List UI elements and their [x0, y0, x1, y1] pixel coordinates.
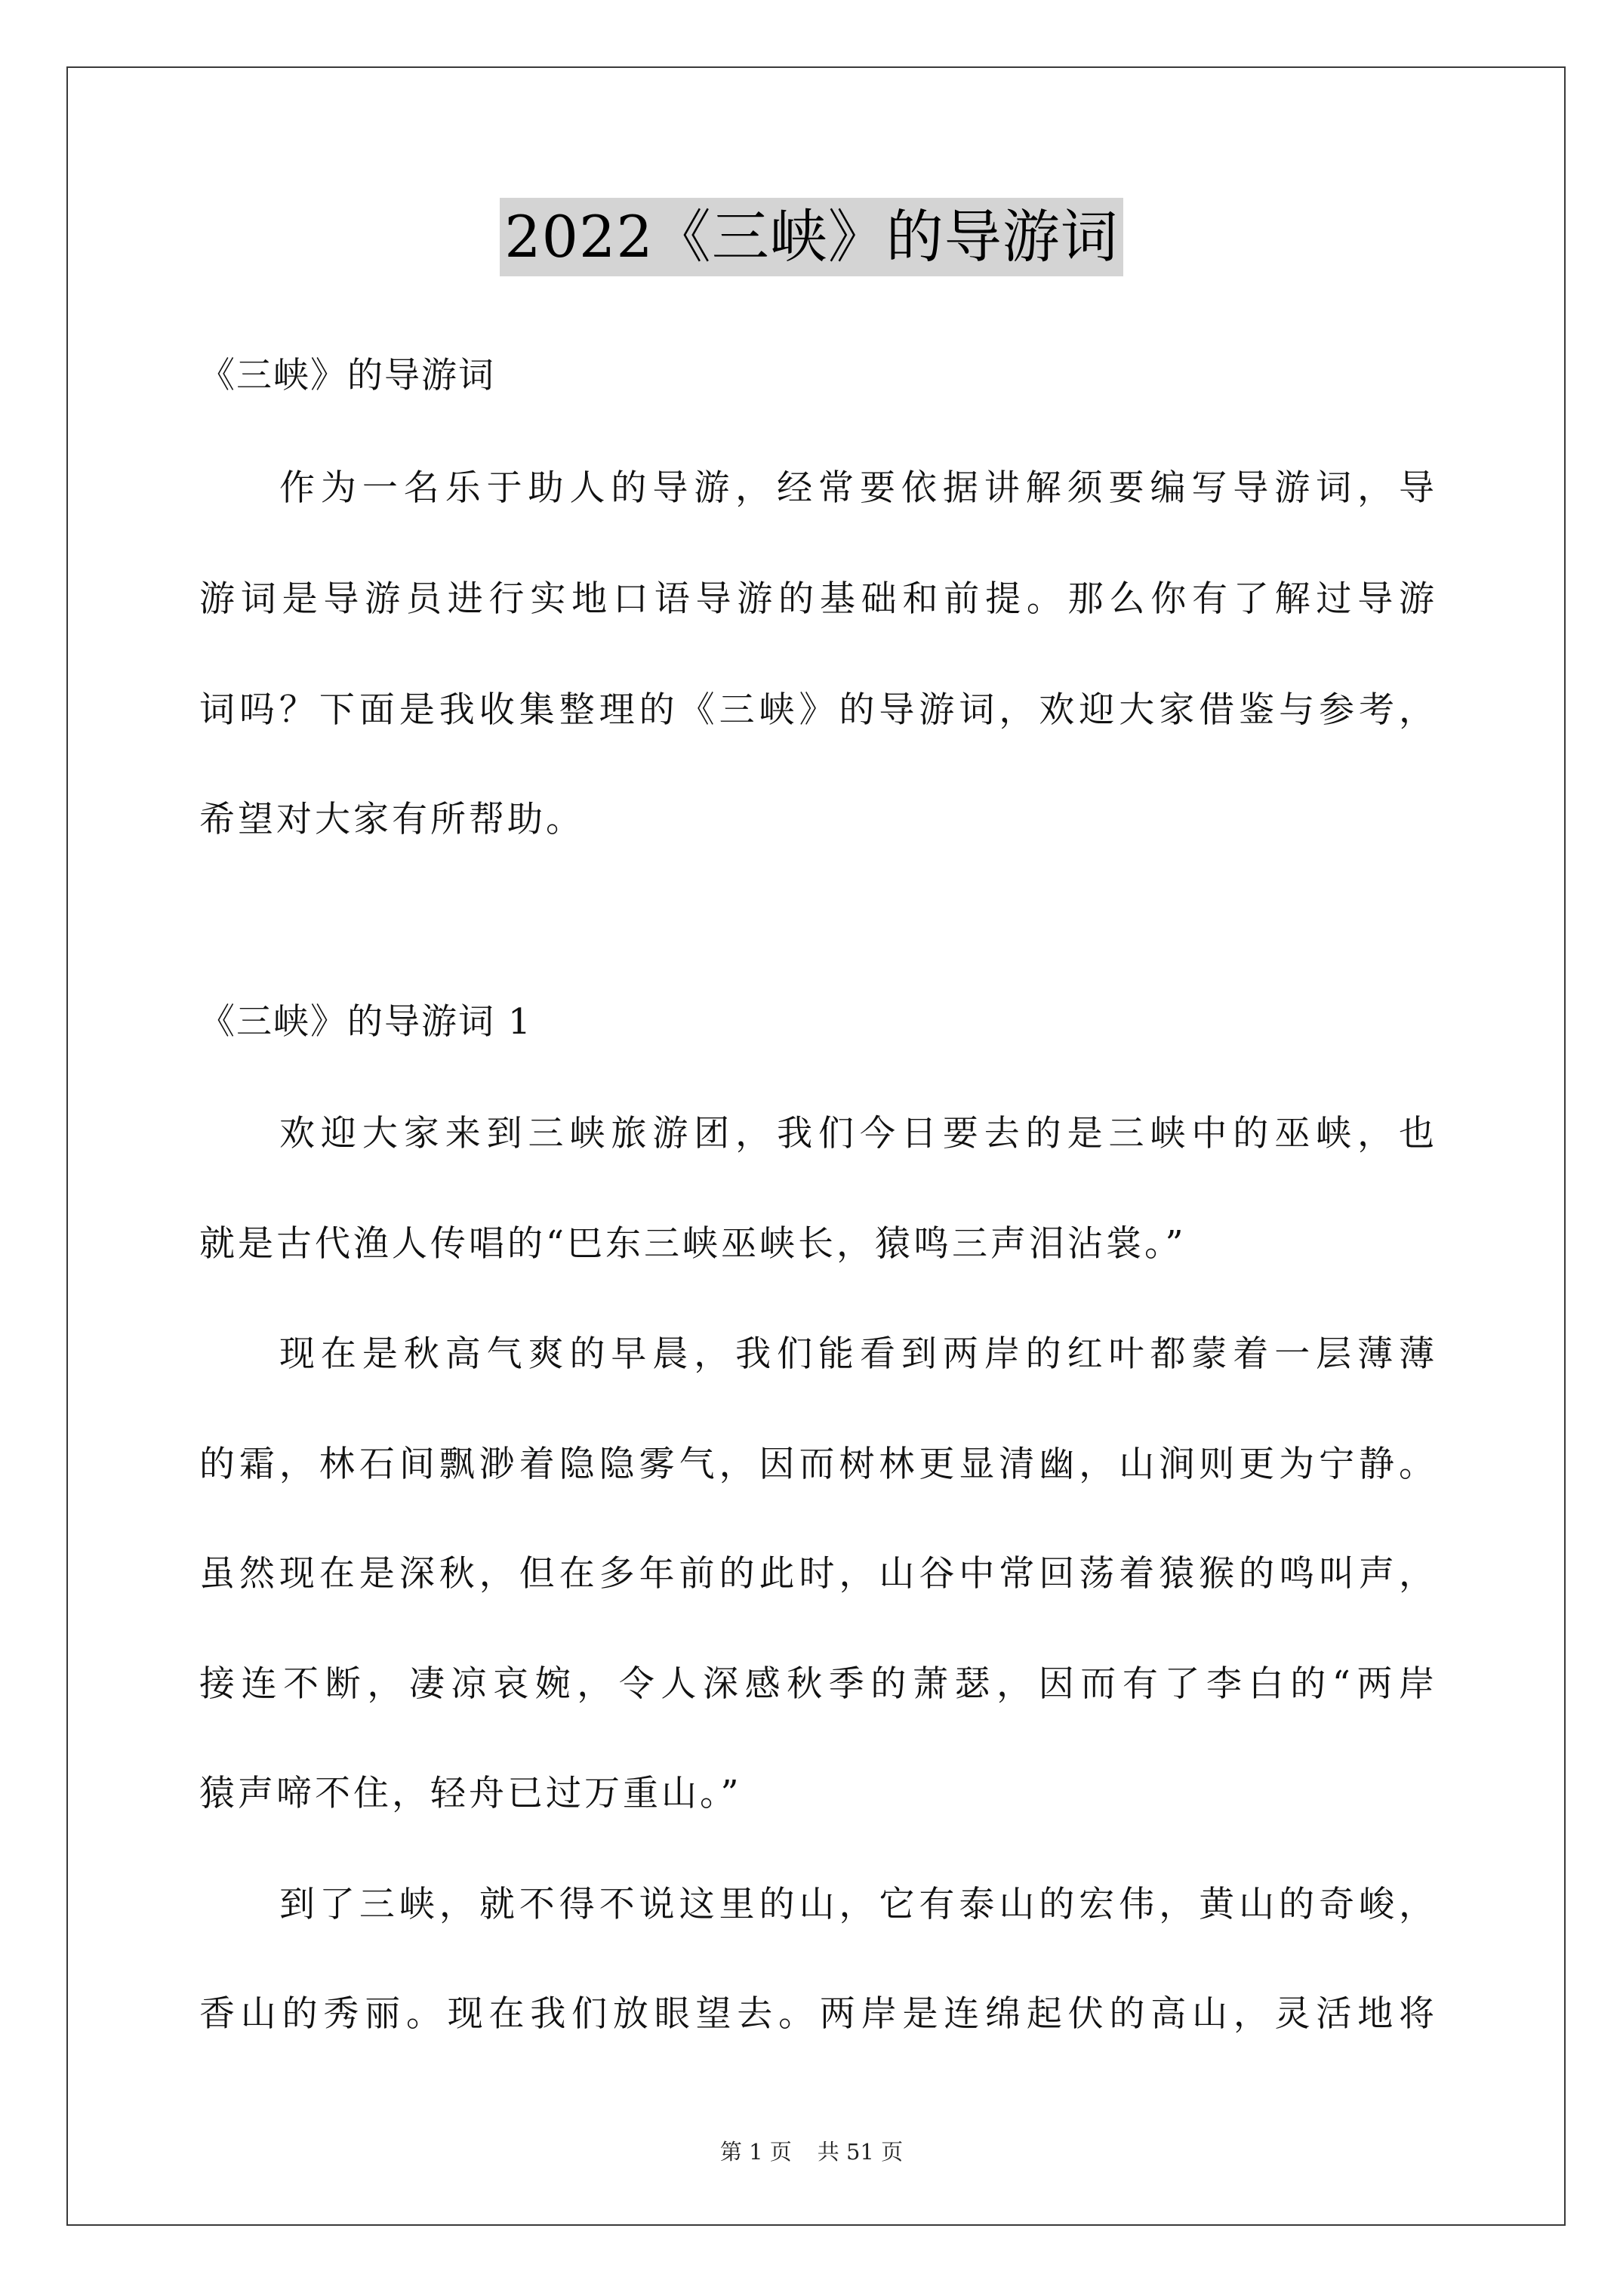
page-number: 第 1 页 [719, 2139, 792, 2165]
section1-heading: 《三峡》的导游词 1 [199, 1001, 532, 1043]
intro-line-3: 词吗？下面是我收集整理的《三峡》的导游词，欢迎大家借鉴与参考， [199, 689, 1434, 731]
intro-heading: 《三峡》的导游词 [199, 355, 495, 396]
page-total: 共 51 页 [817, 2139, 904, 2165]
section1-p3-line-2: 香山的秀丽。现在我们放眼望去。两岸是连绵起伏的高山，灵活地将 [199, 1993, 1434, 2035]
section1-p2-line-1: 现在是秋高气爽的早晨，我们能看到两岸的红叶都蒙着一层薄薄 [279, 1333, 1434, 1375]
intro-line-4: 希望对大家有所帮助。 [199, 799, 584, 840]
section1-p2-line-5: 猿声啼不住，轻舟已过万重山。” [199, 1773, 742, 1814]
section1-p1-line-1: 欢迎大家来到三峡旅游团，我们今日要去的是三峡中的巫峡，也 [279, 1113, 1434, 1154]
section1-p3-line-1: 到了三峡，就不得不说这里的山，它有泰山的宏伟，黄山的奇峻， [279, 1884, 1434, 1925]
section1-p2-line-4: 接连不断，凄凉哀婉，令人深感秋季的萧瑟，因而有了李白的“两岸 [199, 1663, 1434, 1705]
intro-line-2: 游词是导游员进行实地口语导游的基础和前提。那么你有了解过导游 [199, 578, 1434, 620]
page-footer [0, 2137, 1623, 2167]
title-container [0, 198, 1623, 276]
document-title: 2022《三峡》的导游词 [500, 198, 1123, 276]
section1-p2-line-2: 的霜，林石间飘渺着隐隐雾气，因而树林更显清幽，山涧则更为宁静。 [199, 1444, 1434, 1485]
section1-p1-line-2: 就是古代渔人传唱的“巴东三峡巫峡长，猿鸣三声泪沾裳。” [199, 1223, 1187, 1265]
intro-line-1: 作为一名乐于助人的导游，经常要依据讲解须要编写导游词，导 [279, 467, 1434, 509]
section1-p2-line-3: 虽然现在是深秋，但在多年前的此时，山谷中常回荡着猿猴的鸣叫声， [199, 1553, 1434, 1595]
